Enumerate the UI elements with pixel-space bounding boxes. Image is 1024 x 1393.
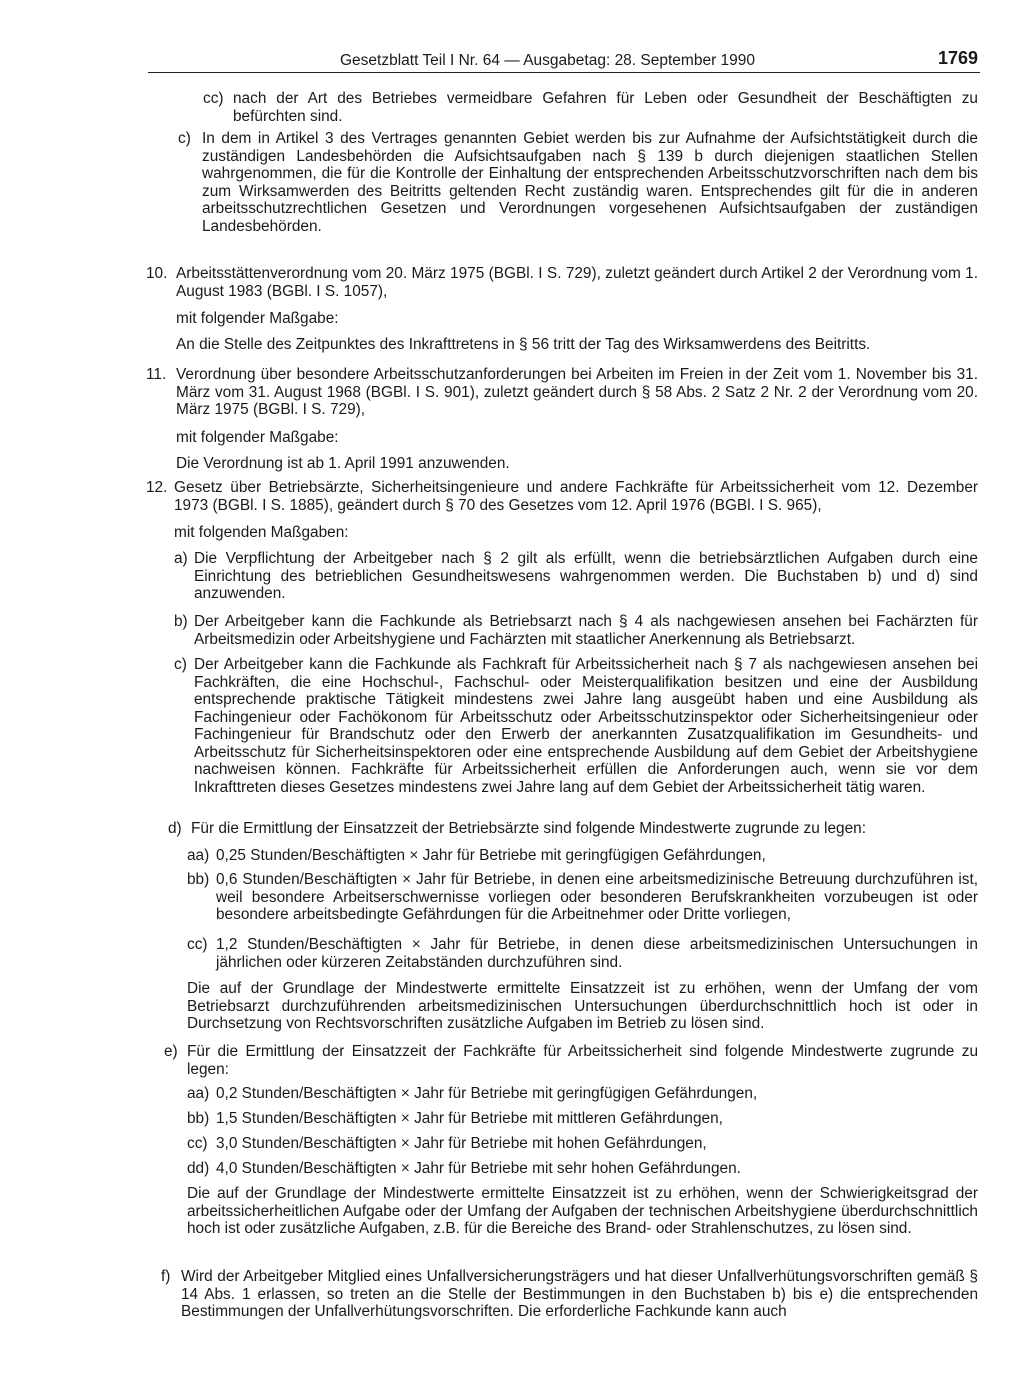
paragraph: 0,25 Stunden/Beschäftigten × Jahr für Betriebe mit geringfügigen Gefährdungen,	[216, 847, 766, 864]
paragraph: 1,2 Stunden/Beschäftigten × Jahr für Betriebe, in denen diese arbeitsmedizinischen Untersuchungen in jährlichen oder kürzeren Zeitabständen durchzuführen sind.	[216, 936, 978, 971]
item-label: c)	[174, 656, 187, 673]
paragraph: Die Verpflichtung der Arbeitgeber nach § 2 gilt als erfüllt, wenn die betriebsärztlichen Aufgaben durch eine Einrichtung des betrieblichen Gesundheitswesens wahrgenommen werden. Die Buchstaben b) und d) sind anzuwenden.	[194, 550, 978, 602]
item-label: a)	[174, 550, 188, 567]
item-label: b)	[174, 613, 188, 630]
paragraph: Für die Ermittlung der Einsatzzeit der Betriebsärzte sind folgende Mindestwerte zugrunde zu legen:	[191, 820, 866, 837]
paragraph: mit folgender Maßgabe:	[176, 310, 339, 327]
item-number: 10.	[146, 265, 168, 282]
paragraph: 3,0 Stunden/Beschäftigten × Jahr für Betriebe mit hohen Gefährdungen,	[216, 1135, 707, 1152]
item-label: cc)	[187, 936, 208, 953]
item-number: 11.	[146, 366, 167, 383]
paragraph: Arbeitsstättenverordnung vom 20. März 1975 (BGBl. I S. 729), zuletzt geändert durch Artikel 2 der Verordnung vom 1. August 1983 (BGBl. I S. 1057),	[176, 265, 978, 300]
paragraph: 0,2 Stunden/Beschäftigten × Jahr für Betriebe mit geringfügigen Gefährdungen,	[216, 1085, 758, 1102]
page-number: 1769	[937, 48, 978, 68]
paragraph: mit folgender Maßgabe:	[176, 429, 339, 446]
item-label: bb)	[187, 1110, 210, 1127]
paragraph: Verordnung über besondere Arbeitsschutzanforderungen bei Arbeiten im Freien in der Zeit vom 1. November bis 31. März vom 31. August 1968 (BGBl. I S. 901), zuletzt geändert durch § 58 Abs. 2 Satz 2 Nr. 2 der Verordnung vom 20. März 1975 (BGBl. I S. 729),	[176, 366, 978, 418]
paragraph: Für die Ermittlung der Einsatzzeit der Fachkräfte für Arbeitssicherheit sind folgende Mindestwerte zugrunde zu legen:	[187, 1043, 978, 1078]
item-label: d)	[168, 820, 182, 837]
item-label: e)	[164, 1043, 178, 1060]
item-label: aa)	[187, 1085, 210, 1102]
paragraph: Die Verordnung ist ab 1. April 1991 anzuwenden.	[176, 455, 510, 472]
item-label: c)	[178, 130, 191, 147]
header-title: Gesetzblatt Teil I Nr. 64 — Ausgabetag: 28. September 1990	[340, 52, 756, 69]
item-label: aa)	[187, 847, 210, 864]
item-label: cc)	[187, 1135, 208, 1152]
item-label: bb)	[187, 871, 210, 888]
page-header	[148, 50, 980, 73]
paragraph: Der Arbeitgeber kann die Fachkunde als Fachkraft für Arbeitssicherheit nach § 7 als nachgewiesen ansehen bei Fachkräften, die eine Hochschul-, Fachschul- oder Meisterqualifikation besitzen und eine der Ausbildung entsprechende praktische Tätigkeit mindestens zwei Jahre lang ausgeübt haben und eine Ausbildung als Fachingenieur oder Fachökonom für Arbeitsschutz oder Arbeitsschutzinspektor oder Sicherheitsingenieur oder Fachingenieur für Brandschutz oder den Erwerb der anerkannten Zusatzqualifikation im Gesundheits- und Arbeitsschutz für Sicherheitsinspektoren oder eine entsprechende Ausbildung auf dem Gebiet der Arbeitshygiene nachweisen können. Fachkräfte für Arbeitssicherheit erfüllen die Anforderungen auch, wenn sie vor dem Inkrafttreten dieses Gesetzes mindestens zwei Jahre lang auf dem Gebiet der Arbeitssicherheit tätig waren.	[194, 656, 978, 796]
paragraph: Wird der Arbeitgeber Mitglied eines Unfallversicherungsträgers und hat dieser Unfallverhütungsvorschriften gemäß § 14 Abs. 1 erlassen, so treten an die Stelle der Bestimmungen in den Buchstaben b) bis e) die entsprechenden Bestimmungen der Unfallverhütungsvorschriften. Die erforderliche Fachkunde kann auch	[181, 1268, 978, 1320]
item-label: cc)	[203, 90, 224, 107]
paragraph: Die auf der Grundlage der Mindestwerte ermittelte Einsatzzeit ist zu erhöhen, wenn der Schwierigkeitsgrad der arbeitssicherheitlichen Aufgabe oder der Umfang der Aufgaben der technischen Arbeitshygiene überdurchschnittlich hoch ist oder zusätzliche Aufgaben, z.B. für die Bereiche des Brand- oder Strahlenschutzes, zu lösen sind.	[187, 1185, 978, 1237]
paragraph: Gesetz über Betriebsärzte, Sicherheitsingenieure und andere Fachkräfte für Arbeitssicherheit vom 12. Dezember 1973 (BGBl. I S. 1885), geändert durch § 70 des Gesetzes vom 12. April 1976 (BGBl. I S. 965),	[174, 479, 978, 514]
paragraph: mit folgenden Maßgaben:	[174, 524, 349, 541]
paragraph: nach der Art des Betriebes vermeidbare Gefahren für Leben oder Gesundheit der Beschäftigten zu befürchten sind.	[233, 90, 978, 125]
paragraph: Die auf der Grundlage der Mindestwerte ermittelte Einsatzzeit ist zu erhöhen, wenn der Umfang der vom Betriebsarzt durchzuführenden arbeitsmedizinischen Untersuchungen überdurchschnittlich hoch ist oder in Durchsetzung von Rechtsvorschriften zusätzliche Aufgaben im Betrieb zu lösen sind.	[187, 980, 978, 1032]
paragraph: In dem in Artikel 3 des Vertrages genannten Gebiet werden bis zur Aufnahme der Aufsichtstätigkeit durch die zuständigen Landesbehörden die Aufsichtsaufgaben nach § 139 b durch diejenigen staatlichen Stellen wahrgenommen, die für die Kontrolle der Einhaltung der entsprechenden Arbeitsschutzvorschriften nach dem bis zum Wirksamwerden des Beitritts geltenden Recht zuständig waren. Entsprechendes gilt für die in anderen arbeitsschutzrechtlichen Gesetzen und Verordnungen vorgesehenen Aufsichtsaufgaben der zuständigen Landesbehörden.	[202, 130, 978, 235]
paragraph: Der Arbeitgeber kann die Fachkunde als Betriebsarzt nach § 4 als nachgewiesen ansehen bei Fachärzten für Arbeitsmedizin oder Arbeitshygiene und Fachärzten mit staatlicher Anerkennung als Betriebsarzt.	[194, 613, 978, 648]
item-label: dd)	[187, 1160, 210, 1177]
item-label: f)	[161, 1268, 171, 1285]
paragraph: 0,6 Stunden/Beschäftigten × Jahr für Betriebe, in denen eine arbeitsmedizinische Betreuung durchzuführen ist, weil besondere Arbeitserschwernisse vorliegen oder besonderen Berufskrankheiten vorzubeugen ist oder besondere arbeitsbedingte Gefährdungen für die Arbeitnehmer oder Dritte vorliegen,	[216, 871, 978, 923]
item-number: 12.	[146, 479, 168, 496]
paragraph: 4,0 Stunden/Beschäftigten × Jahr für Betriebe mit sehr hohen Gefährdungen.	[216, 1160, 741, 1177]
paragraph: An die Stelle des Zeitpunktes des Inkrafttretens in § 56 tritt der Tag des Wirksamwerdens des Beitritts.	[176, 336, 871, 353]
paragraph: 1,5 Stunden/Beschäftigten × Jahr für Betriebe mit mittleren Gefährdungen,	[216, 1110, 723, 1127]
